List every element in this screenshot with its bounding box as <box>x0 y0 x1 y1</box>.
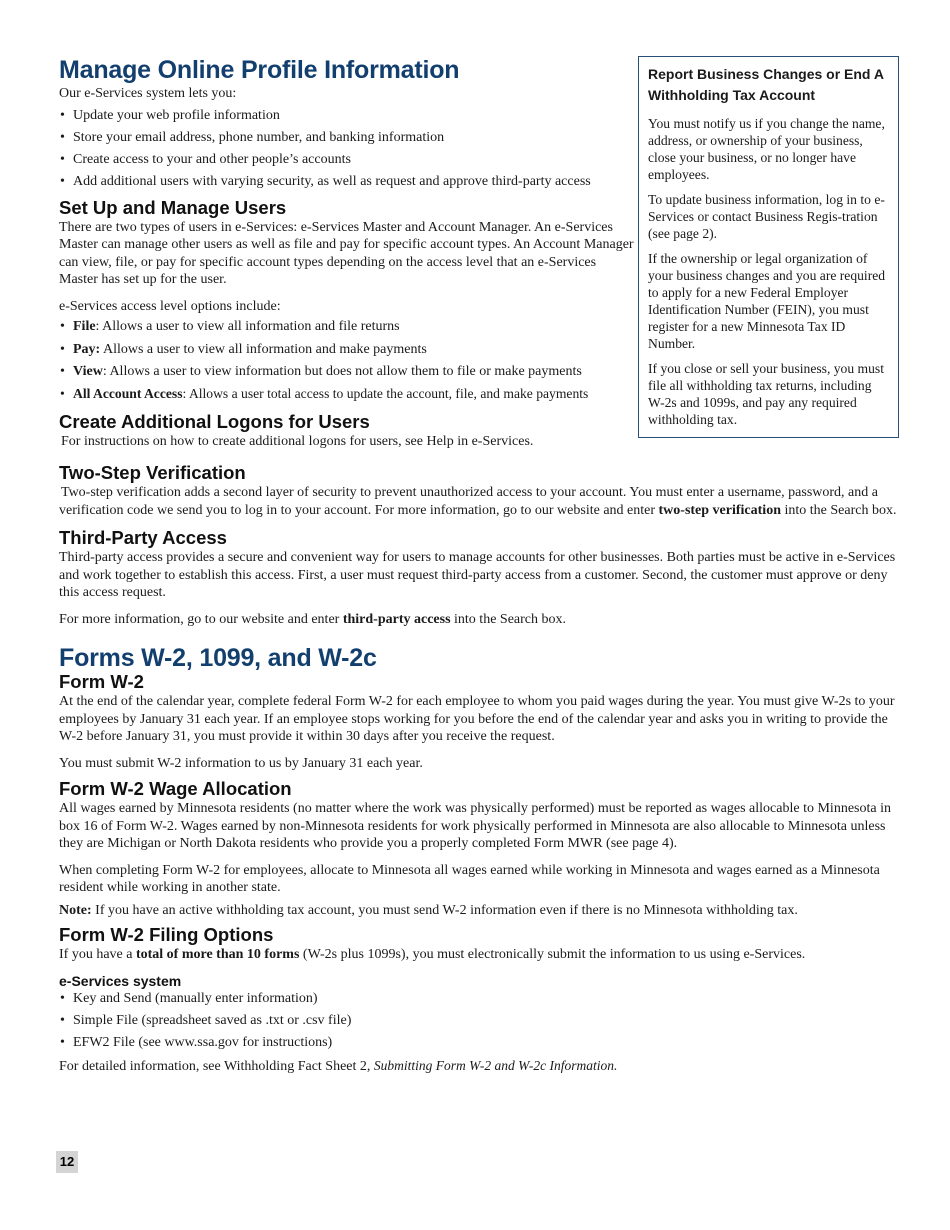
w2-section <box>59 671 899 772</box>
sidebar-title: Report Business Changes or End A Withholding Tax Account <box>648 66 884 103</box>
users-title: Set Up and Manage Users <box>59 196 287 218</box>
list-item: • Update your web profile information <box>59 107 637 125</box>
thirdparty-section <box>59 527 899 628</box>
option-term: File <box>73 319 96 335</box>
filing-title: Form W-2 Filing Options <box>59 924 274 946</box>
thirdparty-title: Third-Party Access <box>59 527 227 549</box>
forms-title: Forms W-2, 1099, and W-2c <box>59 644 377 673</box>
manage-intro: Our e-Services system lets you: <box>59 86 237 101</box>
list-item: • All Account Access: Allows a user total access to update the account, file, and make payments <box>59 385 649 403</box>
list-item: • Store your email address, phone number, and banking information <box>59 129 637 147</box>
manage-section <box>59 55 637 191</box>
page-number: 12 <box>56 1151 78 1173</box>
thirdparty-para: Third-party access provides a secure and convenient way for users to manage accounts for other businesses. Both parties must be active in e-Services and work together to establish this access. First, a user must request third-party access from a customer. Second, the customer must approve or deny this access request. <box>59 550 896 601</box>
list-item: • File: Allows a user to view all information and file returns <box>59 318 649 336</box>
sidebar-para: If you close or sell your business, you must file all withholding tax returns, including W-2s and 1099s, and pay any required withholding tax. <box>648 361 884 427</box>
filing-section <box>59 924 899 1075</box>
list-item: • Simple File (spreadsheet saved as .txt or .csv file) <box>59 1012 899 1030</box>
twostep-section <box>59 462 899 519</box>
thirdparty-more: For more information, go to our website and enter third-party access into the Search box. <box>59 611 567 627</box>
list-item: • EFW2 File (see www.ssa.gov for instructions) <box>59 1034 899 1052</box>
manage-title: Manage Online Profile Information <box>59 56 460 84</box>
option-text: Allows a user to view all information and make payments <box>102 341 427 357</box>
list-item <box>59 341 649 359</box>
logons-title: Create Additional Logons for Users <box>59 410 370 432</box>
filing-bullets <box>59 990 899 1052</box>
business-changes-sidebar <box>638 56 899 438</box>
w2-para: At the end of the calendar year, complete federal Form W-2 for each employee to whom you paid wages during the year. You must give W-2s to your employees by January 31 each year. If an employee stops working for you before the end of the calendar year and asks you in writing to provide the W-2 before January 31, you must provide it within 30 days after you receive the request. <box>59 694 895 745</box>
list-item: • Create access to your and other people’s accounts <box>59 151 637 169</box>
option-text: Allows a user to view all information and file returns <box>102 319 400 335</box>
logons-para: For instructions on how to create additional logons for users, see Help in e-Services. <box>61 433 534 449</box>
alloc-section <box>59 778 899 919</box>
sidebar-para: To update business information, log in to e-Services or contact Business Regis-tration (see page 2). <box>648 192 885 241</box>
users-options <box>59 318 649 402</box>
option-term: Pay: <box>73 341 101 357</box>
alloc-para1: All wages earned by Minnesota residents (no matter where the work was physically performed) must be reported as wages allocable to Minnesota in box 16 of Form W-2. Wages earned by non-Minnesota residents for work physically performed in Minnesota are also allocable to Minnesota unless they are Michigan or North Dakota residents who provide you a properly completed Form MWR (see page 4). <box>59 801 891 852</box>
users-section <box>59 197 637 403</box>
option-text: Allows a user to view information but does not allow them to file or make payments <box>109 363 582 379</box>
alloc-note: Note: If you have an active withholding tax account, you must send W-2 information even if there is no Minnesota withholding tax. <box>59 902 798 918</box>
sidebar-para: You must notify us if you change the name, address, or ownership of your business, close your business, or no longer have employees. <box>648 116 885 182</box>
users-para: There are two types of users in e-Services: e-Services Master and Account Manager. An e-Services Master can manage other users as well as file and pay for specific account types. An Account Manager can view, file, or pay for specific account types depending on the access level that an e-Services Master has set up for the user. <box>59 219 634 288</box>
filing-detail: For detailed information, see Withholding Fact Sheet 2, Submitting Form W-2 and W-2c Information. <box>59 1057 618 1074</box>
w2-submit: You must submit W-2 information to us by January 31 each year. <box>59 755 423 771</box>
logons-section <box>59 411 637 451</box>
option-term: All Account Access <box>73 386 183 402</box>
manage-bullets <box>59 107 637 191</box>
list-item: • View: Allows a user to view information but does not allow them to file or make payments <box>59 363 649 381</box>
users-options-intro: e-Services access level options include: <box>59 298 281 314</box>
list-item: • Add additional users with varying security, as well as request and approve third-party access <box>59 173 637 191</box>
option-text: Allows a user total access to update the account, file, and make payments <box>188 386 589 402</box>
alloc-title: Form W-2 Wage Allocation <box>59 778 292 800</box>
w2-title: Form W-2 <box>59 671 144 693</box>
option-term: View <box>73 363 103 379</box>
sidebar-para: If the ownership or legal organization of your business changes and you are required to apply for a new Federal Employer Identification Number (FEIN), you must register for a new Minnesota Tax ID Number. <box>648 251 886 351</box>
forms-section <box>59 643 899 673</box>
filing-subtitle: e-Services system <box>59 972 182 989</box>
twostep-title: Two-Step Verification <box>59 462 246 484</box>
alloc-para2: When completing Form W-2 for employees, allocate to Minnesota all wages earned while working in Minnesota and wages earned as a Minnesota resident while working in another state. <box>59 862 880 896</box>
list-item: • Key and Send (manually enter information) <box>59 990 899 1008</box>
filing-para: If you have a total of more than 10 forms (W-2s plus 1099s), you must electronically submit the information to us using e-Services. <box>59 947 806 963</box>
twostep-para: Two-step verification adds a second layer of security to prevent unauthorized access to your account. You must enter a username, password, and a verification code we send you to log in to your account. For more information, go to our website and enter two-step verification into the Search box. <box>59 485 897 518</box>
